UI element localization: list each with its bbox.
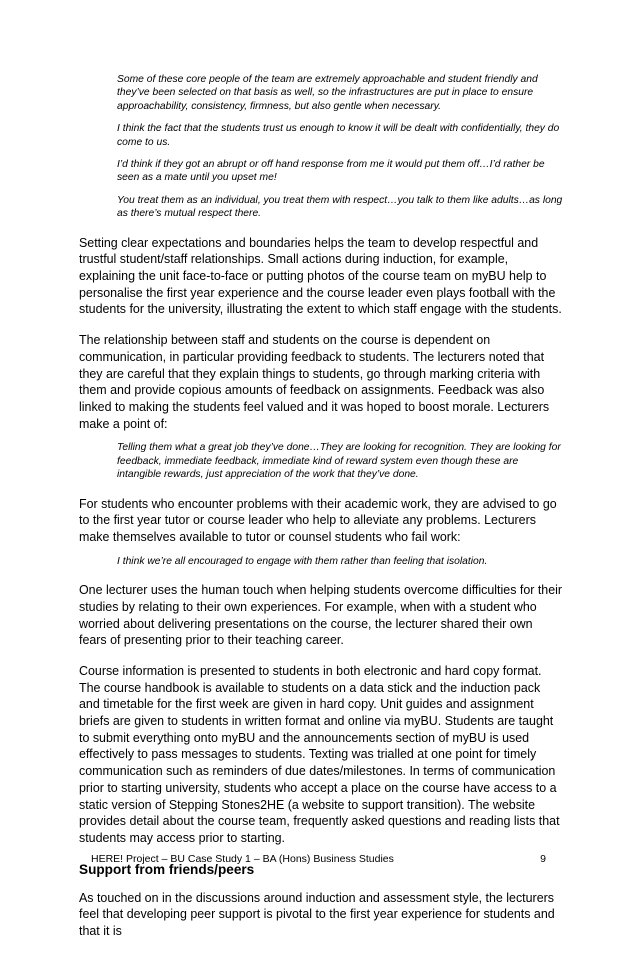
paragraph-course-information: Course information is presented to students in both electronic and hard copy format. The course handbook is available to students on a data stick and the induction pack and timetable for the first week are given in hard copy. Unit guides and assignment briefs are given to students in written format and online via myBU. Students are taught to submit everything onto myBU and the announcements section of myBU is used effectively to pass messages to students. Texting was trialled at one point for timely communication such as reminders of due dates/milestones. In terms of communication prior to starting university, students who accept a place on the course have access to a static version of Stepping Stones2HE (a website to support transition). The website provides detail about the course team, frequently asked questions and reading lists that students may access prior to starting. <box>79 663 560 845</box>
paragraph-peer-support: As touched on in the discussions around induction and assessment style, the lecturers feel that developing peer support is pivotal to the first year experience for students and that it is <box>79 890 555 939</box>
page-body <box>79 73 563 954</box>
quote-approachable: Some of these core people of the team are extremely approachable and student friendly and they’ve been selected on that basis as well, so the infrastructures are put in place to ensure approachability, consistency, firmness, but also gentle when necessary. <box>117 74 538 112</box>
quote-trust: I think the fact that the students trust us enough to know it will be dealt with confidentially, they do come to us. <box>117 123 560 148</box>
paragraph-human-touch: One lecturer uses the human touch when helping students overcome difficulties for their studies by relating to their own experiences. For example, when with a student who worried about delivering presentations on the course, the lecturer shared their own fears of presenting prior to their teaching career. <box>79 583 563 648</box>
page-number: 9 <box>540 853 546 865</box>
quote-mate: I’d think if they got an abrupt or off hand response from me it would put them off…I’d rather be seen as a mate until you upset me! <box>117 159 545 184</box>
quote-engage: I think we’re all encouraged to engage with them rather than feeling that isolation. <box>117 555 488 567</box>
quote-feedback: Telling them what a great job they’ve done…They are looking for recognition. They are looking for feedback, immediate feedback, immediate kind of reward system even though these are intangible rewards, just appreciation of the work that they’ve done. <box>117 442 561 481</box>
paragraph-academic-problems: For students who encounter problems with their academic work, they are advised to go to the first year tutor or course leader who help to alleviate any problems. Lecturers make themselves available to tutor or counsel students who fail work: <box>79 496 557 545</box>
footer-title: HERE! Project – BU Case Study 1 – BA (Hons) Business Studies <box>91 853 394 865</box>
paragraph-communication: The relationship between staff and students on the course is dependent on communication, in particular providing feedback to students. The lecturers noted that they are careful that they explain things to students, go through marking criteria with them and provide copious amounts of feedback on assignments. Feedback was also linked to making the students feel valued and it was hoped to boost morale. Lecturers make a point of: <box>79 333 550 431</box>
quote-respect: You treat them as an individual, you treat them with respect…you talk to them like adults…as long as there’s mutual respect there. <box>117 194 563 220</box>
section-heading-peer-support: Support from friends/peers <box>79 861 255 877</box>
paragraph-expectations: Setting clear expectations and boundaries helps the team to develop respectful and trustful student/staff relationships. Small actions during induction, for example, explaining the unit face-to-face or putting photos of the course team on myBU help to personalise the first year experience and the course leader even plays football with the students for the university, illustrating the extent to which staff engage with the students. <box>79 235 562 317</box>
